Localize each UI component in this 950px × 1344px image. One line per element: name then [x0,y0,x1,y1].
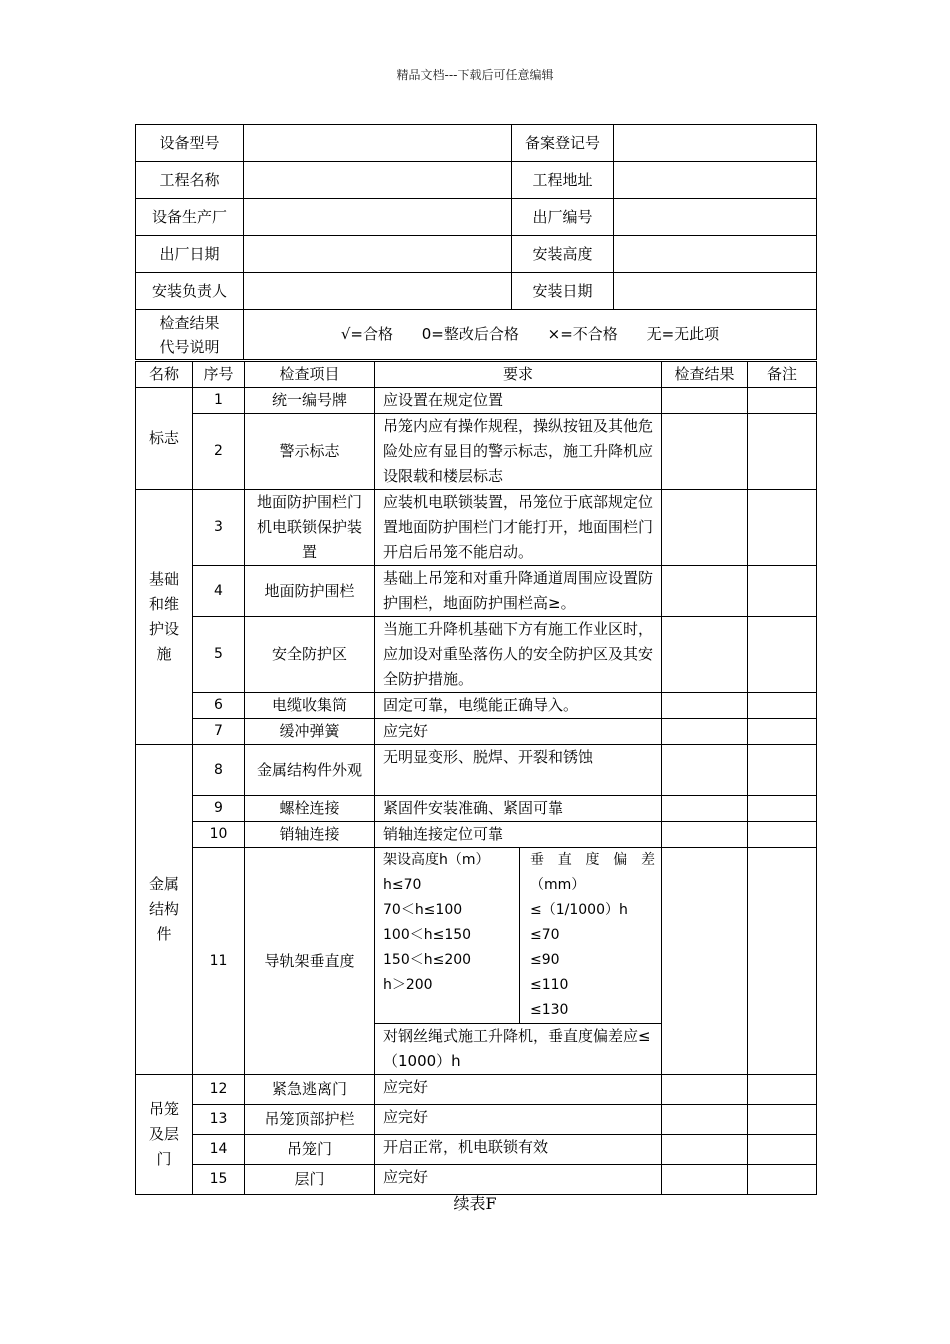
check-result-field[interactable] [662,796,748,822]
requirement: 紧固件安装准确、紧固可靠 [375,796,662,822]
info-label: 设备生产厂 [136,199,244,236]
deviation-value: ≤90 [530,952,560,968]
note-field[interactable] [748,745,817,796]
table-row [136,693,817,719]
deviation-value: ≤（1/1000）h [530,902,628,918]
row-number: 2 [193,414,245,490]
verticality-subtable [375,848,661,1074]
group-name: 吊笼及层门 [136,1075,193,1195]
row-number: 13 [193,1105,245,1135]
height-range: 150＜h≤200 [383,952,472,968]
check-item: 吊笼门 [245,1135,375,1165]
note-field[interactable] [748,693,817,719]
table-row [136,388,817,414]
code-pass-after-fix: 0=整改后合格 [421,325,519,343]
info-label: 工程地址 [512,162,614,199]
check-item: 金属结构件外观 [245,745,375,796]
deviation-header: 垂 直 度 偏 差 [530,852,655,868]
group-name: 标志 [136,388,193,490]
check-result-field[interactable] [662,1135,748,1165]
check-item: 销轴连接 [245,822,375,848]
check-result-field[interactable] [662,1075,748,1105]
requirement: 应设置在规定位置 [375,388,662,414]
table-row [136,1165,817,1195]
column-header-name: 名称 [136,362,193,388]
check-result-field[interactable] [662,388,748,414]
row-number: 9 [193,796,245,822]
inspection-header-row [136,362,817,388]
note-field[interactable] [748,414,817,490]
height-range: h≤70 [383,877,422,893]
note-field[interactable] [748,388,817,414]
wire-rope-requirement: 对钢丝绳式施工升降机，垂直度偏差应≤（1000）h [375,1024,661,1075]
check-result-field[interactable] [662,745,748,796]
requirement: 应装机电联锁装置，吊笼位于底部规定位置地面防护围栏门才能打开，地面围栏门开启后吊笼不能启动。 [375,490,662,566]
column-header-result: 检查结果 [662,362,748,388]
row-number: 1 [193,388,245,414]
info-value-field[interactable] [614,236,817,273]
code-pass: √=合格 [340,325,393,343]
info-value-field[interactable] [244,125,512,162]
note-field[interactable] [748,822,817,848]
info-label: 设备型号 [136,125,244,162]
deviation-value: ≤130 [530,1002,569,1018]
info-row [136,199,817,236]
row-number: 11 [193,848,245,1075]
check-item: 安全防护区 [245,617,375,693]
info-row [136,162,817,199]
check-item: 电缆收集筒 [245,693,375,719]
requirement: 固定可靠，电缆能正确导入。 [375,693,662,719]
height-range: 70＜h≤100 [383,902,463,918]
check-item: 螺栓连接 [245,796,375,822]
info-label: 安装日期 [512,273,614,310]
row-number: 3 [193,490,245,566]
height-range: 100＜h≤150 [383,927,472,943]
requirement: 基础上吊笼和对重升降通道周围应设置防护围栏，地面防护围栏高≥。 [375,566,662,617]
info-value-field[interactable] [614,199,817,236]
info-label: 工程名称 [136,162,244,199]
note-field[interactable] [748,566,817,617]
check-item: 导轨架垂直度 [245,848,375,1075]
requirement: 应完好 [375,1075,662,1105]
height-range: h＞200 [383,977,433,993]
equipment-info-table [135,124,817,360]
group-name: 基础和维护设施 [136,490,193,745]
note-field[interactable] [748,719,817,745]
info-label: 安装高度 [512,236,614,273]
check-result-field[interactable] [662,490,748,566]
table-row [136,822,817,848]
check-item: 层门 [245,1165,375,1195]
check-item: 紧急逃离门 [245,1075,375,1105]
result-codes-label [136,310,244,360]
info-label: 备案登记号 [512,125,614,162]
check-result-field[interactable] [662,822,748,848]
table-row [136,566,817,617]
result-codes-legend [244,310,817,360]
result-codes-row [136,310,817,360]
check-result-field[interactable] [662,848,748,1075]
info-label: 安装负责人 [136,273,244,310]
table-row [136,745,817,796]
check-result-field[interactable] [662,1165,748,1195]
note-field[interactable] [748,796,817,822]
check-item: 地面防护围栏 [245,566,375,617]
code-fail: ×=不合格 [547,325,618,343]
row-number: 8 [193,745,245,796]
table-row [136,719,817,745]
requirement: 当施工升降机基础下方有施工作业区时，应加设对重坠落伤人的安全防护区及其安全防护措施。 [375,617,662,693]
check-result-field[interactable] [662,719,748,745]
info-value-field[interactable] [614,273,817,310]
row-number: 15 [193,1165,245,1195]
info-value-field[interactable] [244,273,512,310]
header-note: 精品文档---下载后可任意编辑 [396,68,554,82]
info-value-field[interactable] [244,199,512,236]
check-item: 缓冲弹簧 [245,719,375,745]
row-number: 14 [193,1135,245,1165]
note-field[interactable] [748,1105,817,1135]
code-not-applicable: 无=无此项 [646,325,720,343]
info-value-field[interactable] [244,162,512,199]
verticality-requirement [375,848,662,1075]
column-header-note: 备注 [748,362,817,388]
row-number: 12 [193,1075,245,1105]
deviation-value: ≤70 [530,927,560,943]
check-item: 地面防护围栏门机电联锁保护装置 [245,490,375,566]
table-row [136,490,817,566]
requirement: 无明显变形、脱焊、开裂和锈蚀 [375,745,662,796]
table-row [136,796,817,822]
row-number: 10 [193,822,245,848]
info-value-field[interactable] [614,125,817,162]
result-codes-label-line: 代号说明 [159,337,220,356]
info-row [136,236,817,273]
check-item: 吊笼顶部护栏 [245,1105,375,1135]
table-caption: 续表F [453,1194,497,1213]
note-field[interactable] [748,1165,817,1195]
row-number: 4 [193,566,245,617]
info-value-field[interactable] [614,162,817,199]
table-row [136,848,817,1075]
height-header: 架设高度h（m） [383,852,490,868]
note-field[interactable] [748,1135,817,1165]
table-row [136,414,817,490]
table-row [136,617,817,693]
note-field[interactable] [748,848,817,1075]
inspection-table [135,361,817,1195]
info-row [136,125,817,162]
note-field[interactable] [748,490,817,566]
info-row [136,273,817,310]
row-number: 5 [193,617,245,693]
check-result-field[interactable] [662,693,748,719]
column-header-number: 序号 [193,362,245,388]
deviation-unit: （mm） [530,877,586,893]
requirement: 吊笼内应有操作规程，操纵按钮及其他危险处应有显目的警示标志，施工升降机应设限载和楼层标志 [375,414,662,490]
height-column [375,848,520,1024]
requirement: 应完好 [375,1105,662,1135]
info-label: 出厂编号 [512,199,614,236]
requirement: 应完好 [375,1165,662,1195]
table-row [136,1075,817,1105]
note-field[interactable] [748,617,817,693]
check-result-field[interactable] [662,1105,748,1135]
check-result-field[interactable] [662,617,748,693]
deviation-column [520,848,662,1024]
note-field[interactable] [748,1075,817,1105]
column-header-item: 检查项目 [245,362,375,388]
requirement: 应完好 [375,719,662,745]
table-row [136,1135,817,1165]
check-item: 统一编号牌 [245,388,375,414]
check-result-field[interactable] [662,566,748,617]
requirement: 销轴连接定位可靠 [375,822,662,848]
table-row [136,1105,817,1135]
row-number: 7 [193,719,245,745]
result-codes-label-line: 检查结果 [159,313,220,332]
group-name: 金属结构件 [136,745,193,1075]
info-label: 出厂日期 [136,236,244,273]
check-result-field[interactable] [662,414,748,490]
info-value-field[interactable] [244,236,512,273]
check-item: 警示标志 [245,414,375,490]
row-number: 6 [193,693,245,719]
requirement: 开启正常，机电联锁有效 [375,1135,662,1165]
deviation-value: ≤110 [530,977,569,993]
column-header-requirement: 要求 [375,362,662,388]
